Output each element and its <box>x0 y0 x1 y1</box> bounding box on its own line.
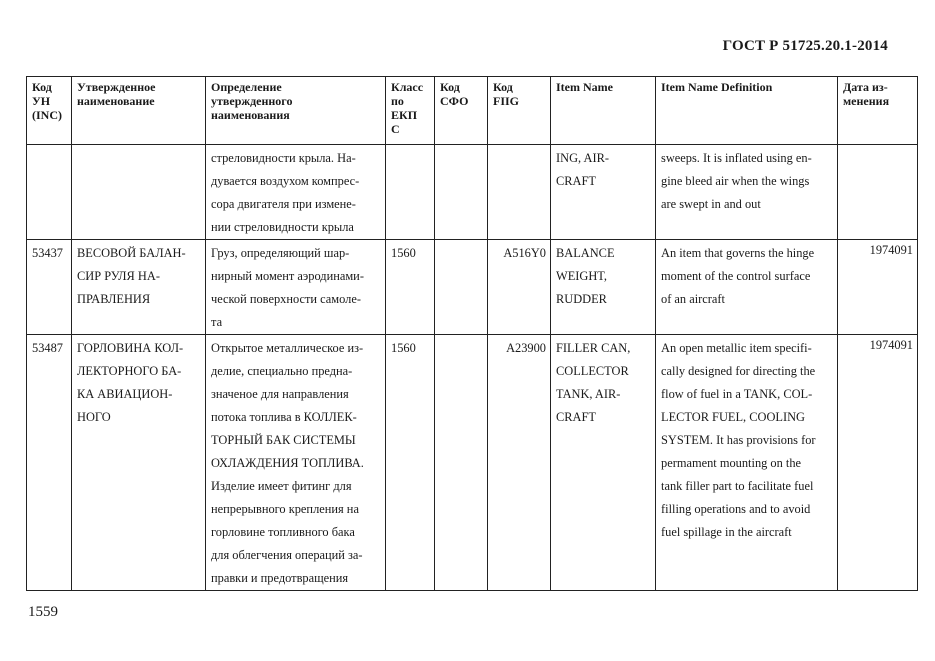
cell-item-definition: An item that governs the hinge moment of the control surface of an aircraft <box>656 240 838 335</box>
document-number: ГОСТ Р 51725.20.1-2014 <box>722 38 888 54</box>
table-row <box>27 145 918 240</box>
table-header-row <box>27 77 918 145</box>
cell-definition: стреловидности крыла. На- дувается воздухом компрес- сора двигателя при измене- нии стреловидности крыла <box>206 145 386 240</box>
table-row <box>27 240 918 335</box>
cell-inc: 53487 <box>27 335 72 591</box>
cell-item-name: FILLER CAN, COLLECTOR TANK, AIR- CRAFT <box>551 335 656 591</box>
table-row <box>27 335 918 591</box>
cell-approved-name <box>72 145 206 240</box>
page-number: 1559 <box>28 604 58 620</box>
cell-inc: 53437 <box>27 240 72 335</box>
col-header-definition: Определение утвержденного наименования <box>206 77 386 145</box>
cell-date <box>838 145 918 240</box>
cell-sfo <box>435 335 488 591</box>
cell-definition: Открытое металлическое из- делие, специально предна- значеное для направления потока топлива в КОЛЛЕК- ТОРНЫЙ БАК СИСТЕМЫ ОХЛАЖДЕНИЯ ТОПЛИВА. Изделие имеет фитинг для непрерывного крепления на горловине топливного бака для облегчения операций за- правки и предотвращения <box>206 335 386 591</box>
col-header-approved-name: Утвержденное наименование <box>72 77 206 145</box>
cell-definition: Груз, определяющий шар- нирный момент аэродинами- ческой поверхности самоле- та <box>206 240 386 335</box>
cell-class: 1560 <box>386 240 435 335</box>
cell-date: 1974091 <box>838 335 918 591</box>
cell-fiig: A516Y0 <box>488 240 551 335</box>
col-header-class: Класс по ЕКП С <box>386 77 435 145</box>
cell-sfo <box>435 145 488 240</box>
cell-approved-name: ВЕСОВОЙ БАЛАН- СИР РУЛЯ НА- ПРАВЛЕНИЯ <box>72 240 206 335</box>
col-header-item-name: Item Name <box>551 77 656 145</box>
cell-date: 1974091 <box>838 240 918 335</box>
cell-fiig <box>488 145 551 240</box>
col-header-item-definition: Item Name Definition <box>656 77 838 145</box>
cell-item-name: BALANCE WEIGHT, RUDDER <box>551 240 656 335</box>
cell-item-name: ING, AIR- CRAFT <box>551 145 656 240</box>
cell-sfo <box>435 240 488 335</box>
col-header-date: Дата из- менения <box>838 77 918 145</box>
cell-fiig: A23900 <box>488 335 551 591</box>
cell-item-definition: sweeps. It is inflated using en- gine bleed air when the wings are swept in and out <box>656 145 838 240</box>
col-header-fiig: Код FIIG <box>488 77 551 145</box>
nomenclature-table <box>26 76 918 591</box>
cell-inc <box>27 145 72 240</box>
col-header-sfo: Код СФО <box>435 77 488 145</box>
col-header-inc: Код УН (INC) <box>27 77 72 145</box>
cell-class: 1560 <box>386 335 435 591</box>
cell-class <box>386 145 435 240</box>
cell-item-definition: An open metallic item specifi- cally designed for directing the flow of fuel in a TANK, COL- LECTOR FUEL, COOLING SYSTEM. It has provisions for permament mounting on the tank filler part to facilitate fuel filling operations and to avoid fuel spillage in the aircraft <box>656 335 838 591</box>
cell-approved-name: ГОРЛОВИНА КОЛ- ЛЕКТОРНОГО БА- КА АВИАЦИОН- НОГО <box>72 335 206 591</box>
